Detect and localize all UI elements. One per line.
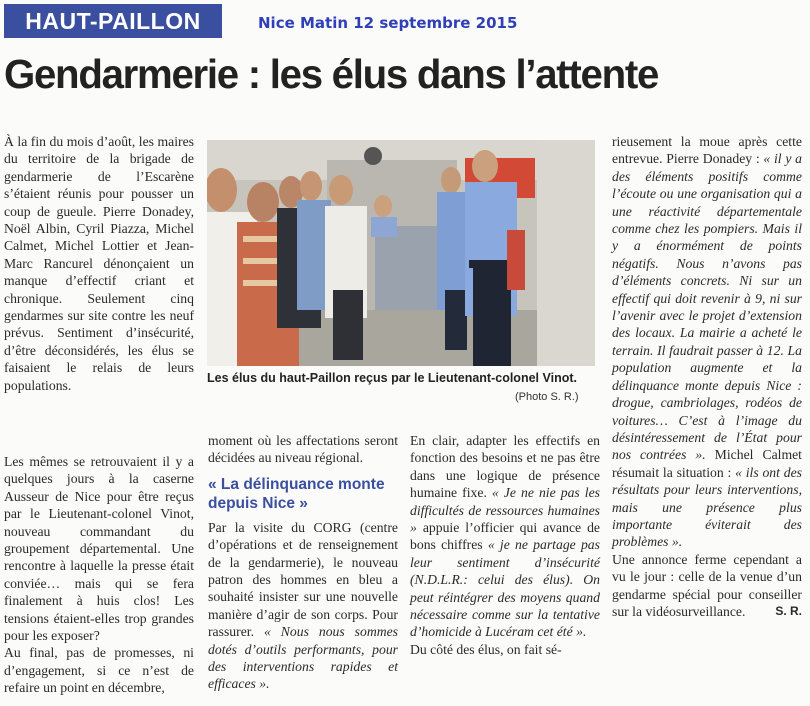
source-label: Nice Matin 12 septembre 2015 bbox=[258, 14, 518, 32]
article-column-3 bbox=[410, 432, 600, 658]
signature: S. R. bbox=[775, 603, 802, 618]
quote-donadey: « il y a des éléments positifs comme l’écoute ou une organisation qui a une réactivité départementale comme chez les pompiers. Mais il y a énormément de points négatifs. Nous n’avons pas d’éléments concrets. Ni sur un effectif qui doit revenir à 9, ni sur l’avenir avec le projet d’extension des locaux. La mairie a acheté le terrain. Il faudrait passer à 12. La population augmente et la délinquance monte depuis Nice : drogue, cambriolages, rodéos de voitures… C’est à l’image du désintéressement de l’État pour nos contrées ». bbox=[612, 151, 802, 463]
subheading: « La délinquance monte depuis Nice » bbox=[208, 475, 385, 512]
quote-officer-1: « Nous nous sommes dotés d’outils performants, pour des interventions rapides et efficaces ». bbox=[208, 624, 398, 692]
quote-calmet: « ils ont des résultats pour leurs interventions, mais une présence plus importante éviterait des problèmes ». bbox=[612, 464, 802, 550]
paragraph-3: Au final, pas de promesses, ni d’engagement, si ce n’est de refaire un point en décembre, bbox=[4, 645, 194, 696]
section-kicker: HAUT-PAILLON bbox=[4, 4, 222, 38]
paragraph-7-start: Du côté des élus, on fait sé- bbox=[410, 641, 562, 657]
article-column-4 bbox=[612, 133, 802, 620]
paragraph-5-text: Par la visite du CORG (centre d’opérations et de renseignement de la gendarmerie), le nouveau patron des hommes en bleu a souhaité insister sur une nouvelle manière d’agir de son corps. Pour rassurer. bbox=[208, 519, 398, 640]
article-column-1 bbox=[4, 133, 194, 394]
paragraph-9 bbox=[612, 551, 802, 621]
paragraph-5 bbox=[208, 519, 398, 693]
article-column-1-lower bbox=[4, 453, 194, 697]
quote-officer-2: « Je ne nie pas les difficultés de ressources humaines » bbox=[410, 485, 600, 536]
paragraph-6-text-a: En clair, adapter les effectifs en fonction des besoins et ne pas être dans une logique de présence humaine fixe. bbox=[410, 433, 600, 501]
paragraph-6 bbox=[410, 432, 600, 641]
article-column-2 bbox=[208, 432, 398, 693]
paragraph-7: rieusement la moue après cette entrevue. Pierre Donadey : « il y a des éléments positifs comme l’écoute ou une organisation qui a une réactivité départementale comme chez les pompiers. Mais il y a énormément de points négatifs. Nous n’avons pas d’éléments concrets. Ni sur un effectif qui doit revenir à 9, ni sur l’avenir avec le projet d’extension des locaux. La mairie a acheté le terrain. Il faudrait passer à 12. La population augmente et la délinquance monte depuis Nice : drogue, cambriolages, rodéos de voitures… C’est à l’image du désintéressement de l’État pour nos contrées ». Michel Calmet résumait la situation : « ils ont des résultats pour leurs interventions, mais une présence plus importante éviterait des problèmes ». bbox=[612, 134, 802, 550]
paragraph-6-text-b: appuie l’officier qui avance de bons chiffres bbox=[410, 520, 600, 553]
quote-officer-3: « je ne partage pas leur sentiment d’insécurité (N.D.L.R.: celui des élus). On peut réintégrer des moyens quand nécessaire comme sur la tentative d’homicide à Lucéram cet été ». bbox=[410, 537, 600, 640]
headline: Gendarmerie : les élus dans l’attente bbox=[4, 51, 659, 97]
photo-illustration bbox=[207, 140, 595, 366]
photo-credit: (Photo S. R.) bbox=[515, 391, 579, 403]
photo-caption: Les élus du haut-Paillon reçus par le Lieutenant-colonel Vinot. bbox=[207, 371, 577, 385]
paragraph-8-text: Michel Calmet résumait la situation : bbox=[612, 447, 802, 480]
paragraph-1: À la fin du mois d’août, les maires du territoire de la brigade de gendarmerie de l’Escarène s’étaient réunis pour pousser un coup de gueule. Pierre Donadey, Noël Albin, Cyril Piazza, Michel Calmet, Michel Lottier et Jean-Marc Rancurel dénonçaient un manque d’effectif criant et chronique. Seulement cinq gendarmes sur site contre les neuf prévus. Sentiment d’insécurité, d’être déconsidérés, les élus se faisaient le relais de leurs populations. bbox=[4, 134, 194, 393]
paragraph-2: Les mêmes se retrouvaient il y a quelques jours à la caserne Ausseur de Nice pour être reçus par le Lieutenant-colonel Vinot, nouveau commandant du groupement départemental. Une rencontre à laquelle la presse était conviée… mais qui se fera finalement à huis clos! Les tensions étaient-elles trop grandes pour les exposer? bbox=[4, 454, 194, 644]
paragraph-4: moment où les affectations seront décidées au niveau régional. bbox=[208, 433, 398, 466]
photo bbox=[207, 140, 595, 366]
paragraph-9-text: Une annonce ferme cependant a vu le jour : celle de la venue d’un gendarme spécial pour conseiller sur la vidéosurveillance. bbox=[612, 551, 802, 619]
